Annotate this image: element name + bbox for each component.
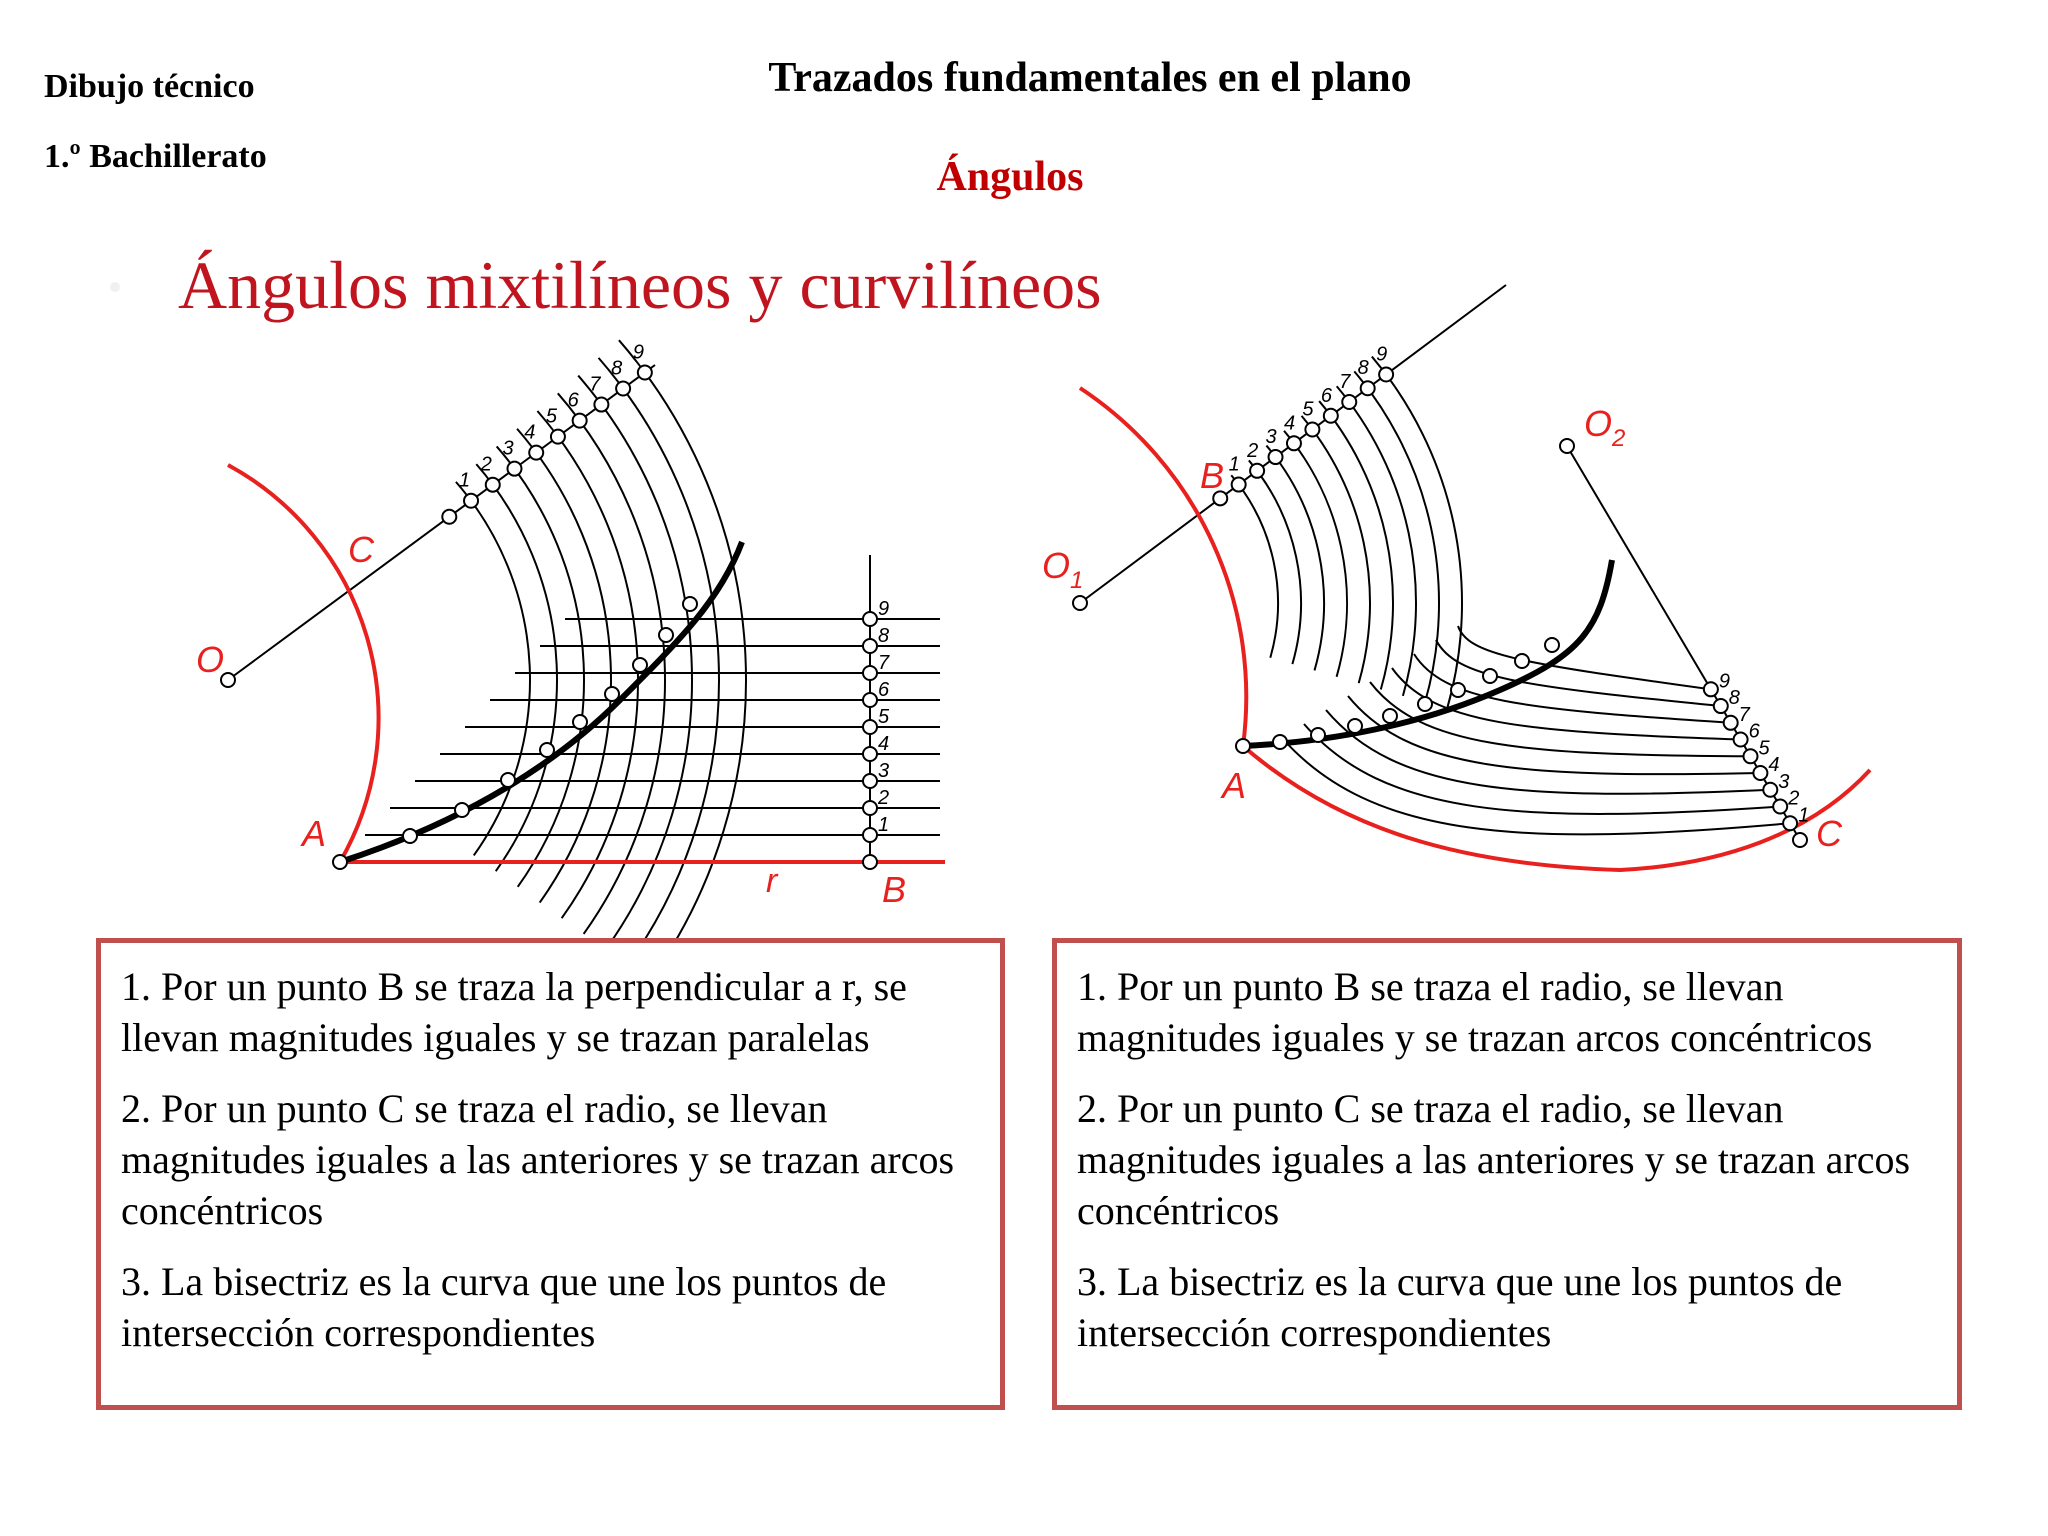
left-points (221, 365, 877, 869)
label-O2-sub: 2 (1612, 425, 1626, 452)
right-radiusB-tick-7: 7 (1339, 371, 1351, 394)
label-B-right: B (1200, 455, 1225, 496)
left-radius-line (228, 365, 655, 680)
right-radiusC-point-4 (1753, 766, 1767, 780)
point-A (333, 855, 347, 869)
left-radius-tick-3: 3 (502, 437, 514, 460)
step-1: 1. Por un punto B se traza el radio, se llevan magnitudes iguales y se trazan arcos concéntricos (1077, 964, 1873, 1060)
right-bisector-point-3 (1348, 719, 1362, 733)
right-radiusC-point-6 (1734, 733, 1748, 747)
left-radius-point-6 (573, 414, 587, 428)
right-radiusC-tick-7: 7 (1738, 703, 1750, 726)
right-arcB-8 (1354, 371, 1439, 702)
left-perp-point-3 (863, 774, 877, 788)
point-C-right (1793, 833, 1807, 847)
left-radius-point-3 (507, 462, 521, 476)
left-bisector-curve (340, 542, 742, 862)
point-A-right (1236, 739, 1250, 753)
left-bisector-point-9 (683, 597, 697, 611)
right-bisector-curve (1243, 560, 1612, 746)
left-radius-tick-8: 8 (611, 357, 623, 380)
right-radiusC-tick-4: 4 (1768, 754, 1780, 777)
left-bisector-point-2 (455, 803, 469, 817)
left-radius-point-2 (486, 478, 500, 492)
point-C (442, 510, 456, 524)
left-perp-point-9 (863, 612, 877, 626)
step-3: 3. La bisectriz es la curva que une los puntos de intersección correspondientes (1077, 1259, 1843, 1355)
left-perp-point-5 (863, 720, 877, 734)
label-A-right: A (1222, 765, 1247, 806)
right-radiusC-tick-3: 3 (1778, 770, 1790, 793)
right-radiusB-tick-9: 9 (1376, 343, 1388, 366)
right-red-arc-O1 (1080, 388, 1246, 746)
step-3: 3. La bisectriz es la curva que une los puntos de intersección correspondientes (121, 1259, 887, 1355)
left-perp-point-1 (863, 828, 877, 842)
left-perp-point-4 (863, 747, 877, 761)
step-1: 1. Por un punto B se traza la perpendicular a r, se llevan magnitudes iguales y se trazan paralelas (121, 964, 907, 1060)
right-radiusC-tick-8: 8 (1728, 687, 1740, 710)
left-bisector-point-5 (573, 715, 587, 729)
right-radiusB-tick-6: 6 (1320, 384, 1332, 407)
step-2: 2. Por un punto C se traza el radio, se llevan magnitudes iguales a las anteriores y se trazan arcos concéntricos (1077, 1086, 1911, 1233)
point-O1 (1073, 596, 1087, 610)
right-arcB-5 (1302, 416, 1370, 683)
right-bisector-point-5 (1418, 697, 1432, 711)
left-perp-tick-7: 7 (878, 652, 890, 674)
left-radius-point-9 (638, 365, 652, 379)
left-radius-point-4 (529, 446, 543, 460)
left-radius-tick-9: 9 (632, 341, 644, 364)
left-arc-5 (537, 411, 638, 918)
right-radiusB-point-4 (1287, 436, 1301, 450)
right-radiusC-point-1 (1783, 816, 1797, 830)
right-radiusB-tick-1: 1 (1228, 453, 1240, 476)
right-radiusB-point-7 (1342, 395, 1356, 409)
label-C: C (348, 529, 374, 570)
left-perp-tick-9: 9 (878, 598, 890, 620)
left-bisector-point-3 (501, 773, 515, 787)
right-radiusB-tick-2: 2 (1247, 439, 1259, 462)
left-perp-point-2 (863, 801, 877, 815)
right-radiusB-tick-8: 8 (1357, 357, 1369, 380)
right-radiusC-tick-6: 6 (1748, 720, 1760, 743)
left-arc-3 (497, 446, 584, 886)
page-title: Trazados fundamentales en el plano (768, 55, 1412, 101)
point-B (863, 855, 877, 869)
left-perp-tick-1: 1 (878, 814, 890, 836)
left-perp-tick-5: 5 (878, 706, 890, 728)
slide-title: Ángulos mixtilíneos y curvilíneos (178, 247, 1102, 323)
right-radiusC-tick-9: 9 (1718, 670, 1731, 693)
right-radiusB-point-5 (1305, 423, 1319, 437)
right-radiusC-point-8 (1714, 699, 1728, 713)
right-bisector-point-1 (1273, 735, 1287, 749)
left-bisector-point-8 (659, 628, 673, 642)
right-radiusB-point-6 (1324, 409, 1338, 423)
label-r: r (766, 862, 778, 900)
section-title: Ángulos (936, 154, 1084, 200)
left-parallel-lines (365, 619, 940, 835)
right-tick-labels (1229, 343, 1810, 826)
label-O2: O (1584, 403, 1613, 444)
right-radiusB-point-3 (1269, 450, 1283, 464)
left-radius-tick-5: 5 (545, 405, 558, 428)
right-bisector-point-8 (1515, 654, 1529, 668)
right-arcB-7 (1337, 386, 1416, 696)
left-perp-tick-6: 6 (878, 679, 890, 701)
right-bisector-point-9 (1545, 638, 1559, 652)
right-bisector-point-7 (1483, 669, 1497, 683)
right-radiusC-point-7 (1724, 716, 1738, 730)
step-2: 2. Por un punto C se traza el radio, se llevan magnitudes iguales a las anteriores y se trazan arcos concéntricos (121, 1086, 955, 1233)
left-bisector-point-1 (403, 829, 417, 843)
left-perp-tick-2: 2 (878, 787, 890, 809)
left-radius-tick-7: 7 (589, 373, 601, 396)
right-bisector-point-2 (1311, 728, 1325, 742)
right-radiusC-point-9 (1704, 682, 1718, 696)
right-bisector-point-6 (1451, 683, 1465, 697)
right-radiusC-tick-5: 5 (1758, 737, 1770, 760)
left-perp-tick-3: 3 (878, 760, 890, 782)
label-O: O (196, 639, 225, 680)
right-radiusC-point-5 (1743, 749, 1757, 763)
label-O1-sub: 1 (1070, 567, 1084, 594)
right-radiusC-tick-1: 1 (1798, 804, 1810, 827)
left-radius-tick-4: 4 (524, 421, 536, 444)
left-bisector-point-4 (540, 743, 554, 757)
right-radiusB-tick-3: 3 (1265, 426, 1277, 449)
right-radiusB-point-9 (1379, 367, 1393, 381)
label-B: B (882, 869, 907, 910)
subject-label: Dibujo técnico (44, 68, 255, 105)
steps-box-left (96, 938, 1005, 1410)
left-bisector-point-6 (605, 687, 619, 701)
left-radius-point-1 (464, 494, 478, 508)
left-perp-point-6 (863, 693, 877, 707)
point-O2 (1560, 439, 1574, 453)
label-O1: O (1042, 545, 1071, 586)
course-label: 1.º Bachillerato (44, 138, 267, 175)
right-radiusB-tick-5: 5 (1302, 398, 1314, 421)
steps-box-right (1052, 938, 1962, 1410)
left-radius-point-8 (616, 382, 630, 396)
left-bisector-point-7 (633, 658, 647, 672)
left-radius-tick-6: 6 (567, 389, 579, 412)
label-A: A (302, 813, 327, 854)
right-radiusB-point-1 (1232, 478, 1246, 492)
label-C-right: C (1816, 813, 1842, 854)
right-radiusB-point-2 (1250, 464, 1264, 478)
left-concentric-arcs (456, 340, 746, 981)
left-arc-1 (456, 482, 530, 856)
left-radius-tick-1: 1 (459, 469, 471, 492)
right-radiusB-tick-4: 4 (1283, 412, 1296, 435)
right-radiusB-point-8 (1361, 381, 1375, 395)
right-radiusC-point-2 (1773, 800, 1787, 814)
left-perp-tick-8: 8 (878, 625, 890, 647)
left-perp-tick-4: 4 (878, 733, 890, 755)
left-perp-point-7 (863, 666, 877, 680)
right-arcB-6 (1319, 401, 1393, 689)
left-perp-point-8 (863, 639, 877, 653)
right-radiusC-tick-2: 2 (1788, 787, 1800, 810)
left-radius-tick-2: 2 (480, 453, 492, 476)
right-radiusC-point-3 (1763, 783, 1777, 797)
left-radius-point-5 (551, 430, 565, 444)
right-bisector-point-4 (1383, 709, 1397, 723)
left-radius-point-7 (594, 398, 608, 412)
right-radius-O2 (1567, 446, 1800, 840)
